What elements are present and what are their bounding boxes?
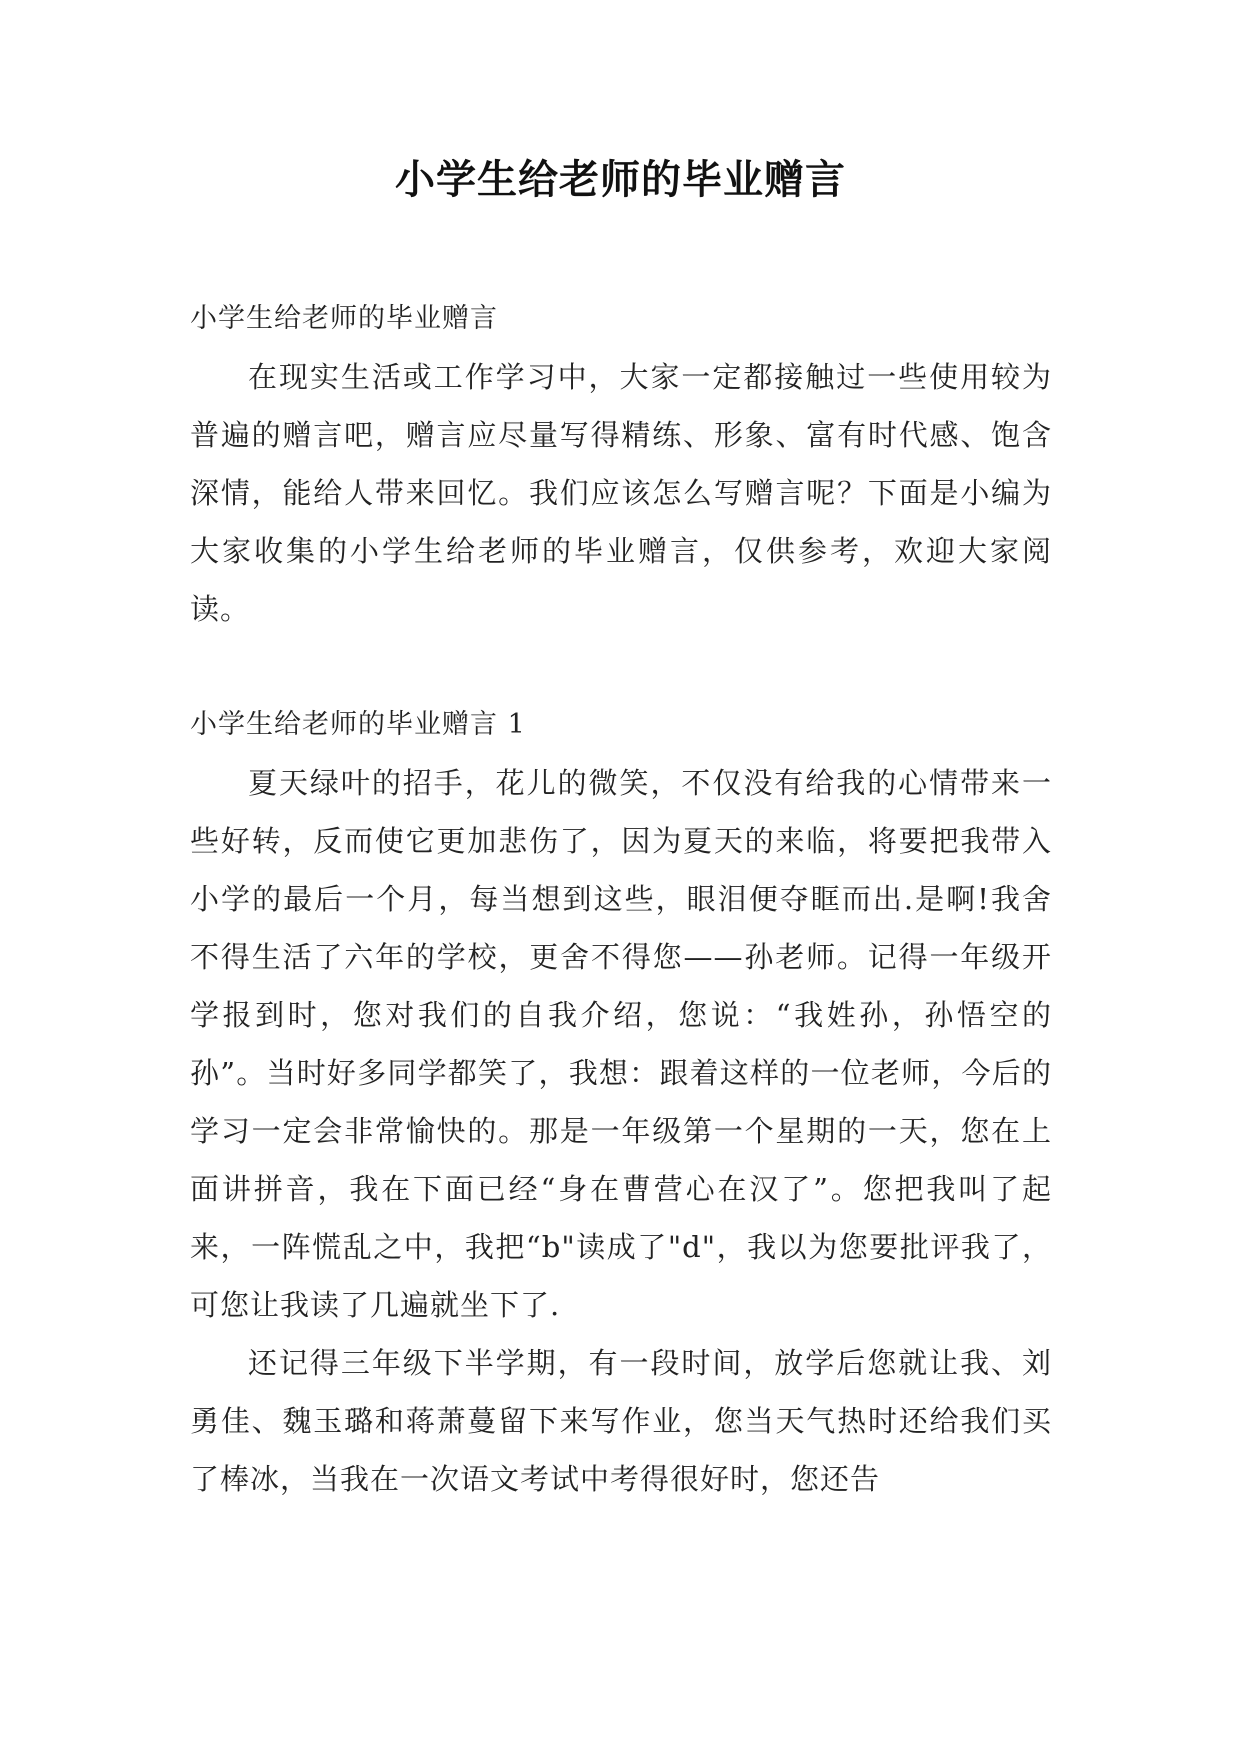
section-1-heading: 小学生给老师的毕业赠言 1 (190, 709, 526, 740)
intro-paragraph: 在现实生活或工作学习中，大家一定都接触过一些使用较为普遍的赠言吧，赠言应尽量写得精练、形象、富有时代感、饱含深情，能给人带来回忆。我们应该怎么写赠言呢？下面是小编为大家收集的小学生给老师的毕业赠言，仅供参考，欢迎大家阅读。 (190, 360, 1052, 626)
section-spacer (190, 638, 1052, 696)
intro-heading: 小学生给老师的毕业赠言 (190, 303, 498, 334)
section-1-paragraph-1: 夏天绿叶的招手，花儿的微笑，不仅没有给我的心情带来一些好转，反而使它更加悲伤了，因为夏天的来临，将要把我带入小学的最后一个月，每当想到这些，眼泪便夺眶而出.是啊!我舍不得生活了六年的学校，更舍不得您——孙老师。记得一年级开学报到时，您对我们的自我介绍，您说：“我姓孙，孙悟空的孙”。当时好多同学都笑了，我想：跟着这样的一位老师，今后的学习一定会非常愉快的。那是一年级第一个星期的一天，您在上面讲拼音，我在下面已经“身在曹营心在汉了”。您把我叫了起来，一阵慌乱之中，我把“b"读成了"d"，我以为您要批评我了，可您让我读了几遍就坐下了. (190, 766, 1052, 1322)
document-body (190, 290, 1052, 1508)
document-title: 小学生给老师的毕业赠言 (395, 157, 846, 203)
section-1-paragraph-2: 还记得三年级下半学期，有一段时间，放学后您就让我、刘勇佳、魏玉璐和蒋萧蔓留下来写作业，您当天气热时还给我们买了棒冰，当我在一次语文考试中考得很好时，您还告 (190, 1346, 1052, 1496)
